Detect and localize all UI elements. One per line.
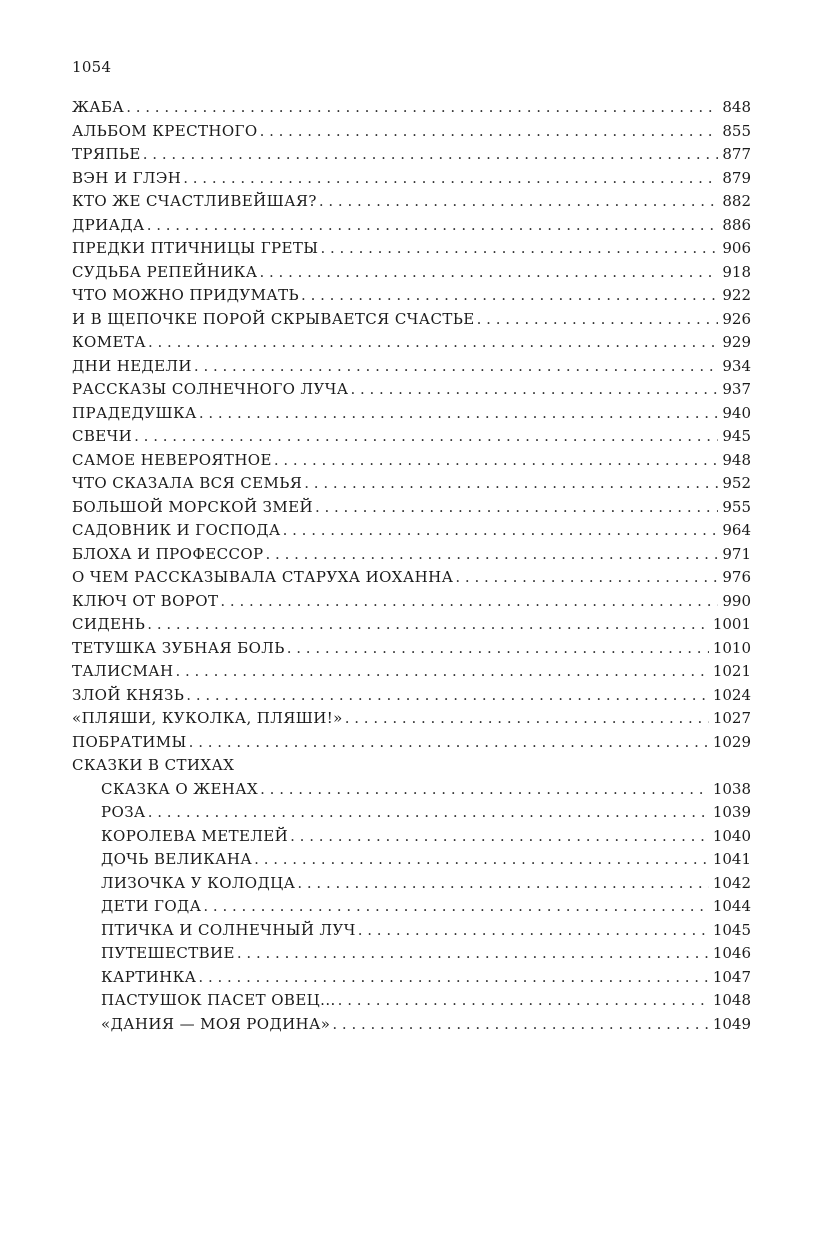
dot-leader <box>199 404 719 422</box>
toc-entry-title: СУДЬБА РЕПЕЙНИКА <box>72 262 258 281</box>
dot-leader <box>283 521 719 539</box>
toc-entry-page: 934 <box>722 356 751 375</box>
toc-entry-title: ПТИЧКА И СОЛНЕЧНЫЙ ЛУЧ <box>101 920 356 939</box>
toc-entry <box>72 803 751 827</box>
toc-entry-title: ВЭН И ГЛЭН <box>72 168 182 187</box>
dot-leader <box>297 874 708 892</box>
toc-entry-title: СИДЕНЬ <box>72 615 146 633</box>
dot-leader <box>358 921 709 939</box>
toc-entry-title: САДОВНИК И ГОСПОДА <box>72 521 281 539</box>
toc-entry <box>72 380 751 404</box>
toc-entry-title: АЛЬБОМ КРЕСТНОГО <box>72 121 258 140</box>
toc-entry-page: 1049 <box>712 1014 751 1033</box>
toc-entry <box>72 615 751 639</box>
toc-entry-page: 955 <box>722 497 751 516</box>
toc-entry-page: 1048 <box>712 991 751 1009</box>
dot-leader <box>332 1015 708 1033</box>
toc-entry-page: 1047 <box>712 967 751 986</box>
toc-entry <box>72 592 751 616</box>
toc-entry-title: СКАЗКА О ЖЕНАХ <box>101 779 259 798</box>
toc-section-heading <box>72 756 751 780</box>
toc-entry <box>72 333 751 357</box>
toc-entry <box>72 451 751 475</box>
toc-entry-page: 1046 <box>712 944 751 962</box>
page-number: 1054 <box>72 58 112 76</box>
toc-entry-page: 922 <box>722 286 751 304</box>
toc-entry-page: 971 <box>722 544 751 563</box>
toc-entry-title: ТАЛИСМАН <box>72 662 174 680</box>
dot-leader <box>315 498 718 516</box>
toc-entry-page: 964 <box>722 521 751 539</box>
toc-entry-title: САМОЕ НЕВЕРОЯТНОЕ <box>72 450 272 469</box>
toc-entry <box>72 991 751 1015</box>
toc-entry <box>72 98 751 122</box>
toc-entry <box>72 122 751 146</box>
toc-entry-title: ЛИЗОЧКА У КОЛОДЦА <box>101 873 296 892</box>
dot-leader <box>301 286 718 304</box>
toc-entry-title: СВЕЧИ <box>72 427 133 445</box>
toc-entry-title: КОРОЛЕВА МЕТЕЛЕЙ <box>101 826 289 845</box>
toc-entry <box>72 545 751 569</box>
dot-leader <box>189 733 709 751</box>
dot-leader <box>345 709 709 727</box>
toc-entry-page: 940 <box>722 403 751 422</box>
toc-entry-title: РОЗА <box>101 803 146 821</box>
toc-entry <box>72 474 751 498</box>
toc-entry-title: БОЛЬШОЙ МОРСКОЙ ЗМЕЙ <box>72 497 313 516</box>
toc-entry-page: 1039 <box>712 803 751 821</box>
toc-entry-page: 877 <box>722 145 751 163</box>
toc-entry <box>72 568 751 592</box>
toc-entry-page: 855 <box>722 121 751 140</box>
toc-entry-page: 1010 <box>712 638 751 657</box>
dot-leader <box>147 615 709 633</box>
toc-entry-title: «ПЛЯШИ, КУКОЛКА, ПЛЯШИ!» <box>72 709 343 727</box>
toc-entry-page: 1044 <box>712 897 751 915</box>
toc-entry <box>72 404 751 428</box>
toc-entry <box>72 145 751 169</box>
toc-entry <box>72 921 751 945</box>
toc-entry <box>72 686 751 710</box>
toc-entry <box>72 1015 751 1039</box>
toc-entry-title: КОМЕТА <box>72 333 146 351</box>
toc-entry <box>72 357 751 381</box>
dot-leader <box>175 662 708 680</box>
toc-entry-page: 1021 <box>712 662 751 680</box>
dot-leader <box>266 545 719 563</box>
toc-entry <box>72 827 751 851</box>
toc-entry <box>72 897 751 921</box>
toc-entry-page: 952 <box>722 474 751 492</box>
toc-entry-title: ПУТЕШЕСТВИЕ <box>101 944 235 962</box>
dot-leader <box>455 568 718 586</box>
dot-leader <box>203 897 708 915</box>
toc-entry <box>72 310 751 334</box>
toc-entry <box>72 192 751 216</box>
toc-entry-page: 948 <box>722 450 751 469</box>
table-of-contents <box>72 98 751 1038</box>
toc-entry <box>72 498 751 522</box>
toc-entry-title: ПОБРАТИМЫ <box>72 732 187 751</box>
dot-leader <box>274 451 719 469</box>
dot-leader <box>304 474 718 492</box>
toc-entry-title: ПРАДЕДУШКА <box>72 403 197 422</box>
toc-entry-title: ДНИ НЕДЕЛИ <box>72 356 192 375</box>
toc-entry <box>72 169 751 193</box>
toc-entry-page: 990 <box>722 591 751 610</box>
toc-entry <box>72 239 751 263</box>
toc-entry-page: 882 <box>722 192 751 210</box>
toc-entry <box>72 709 751 733</box>
toc-entry <box>72 874 751 898</box>
toc-entry-page: 1029 <box>712 732 751 751</box>
toc-entry-page: 918 <box>722 262 751 281</box>
dot-leader <box>338 991 709 1009</box>
toc-entry-title: О ЧЕМ РАССКАЗЫВАЛА СТАРУХА ИОХАННА <box>72 568 454 586</box>
toc-entry-title: ЗЛОЙ КНЯЗЬ <box>72 685 185 704</box>
dot-leader <box>350 380 718 398</box>
toc-entry <box>72 521 751 545</box>
toc-entry-page: 1027 <box>712 709 751 727</box>
dot-leader <box>260 780 709 798</box>
toc-entry-title: БЛОХА И ПРОФЕССОР <box>72 544 264 563</box>
toc-entry <box>72 733 751 757</box>
dot-leader <box>148 803 709 821</box>
toc-entry-page: 976 <box>722 568 751 586</box>
toc-entry <box>72 286 751 310</box>
toc-entry <box>72 850 751 874</box>
toc-entry-page: 929 <box>722 333 751 351</box>
toc-entry-page: 1045 <box>712 920 751 939</box>
toc-entry <box>72 263 751 287</box>
dot-leader <box>260 122 719 140</box>
dot-leader <box>148 333 718 351</box>
dot-leader <box>198 968 708 986</box>
toc-entry-page: 1042 <box>712 873 751 892</box>
dot-leader <box>220 592 718 610</box>
toc-entry-title: КЛЮЧ ОТ ВОРОТ <box>72 591 219 610</box>
toc-entry-title: РАССКАЗЫ СОЛНЕЧНОГО ЛУЧА <box>72 380 349 398</box>
toc-entry-title: ДЕТИ ГОДА <box>101 897 202 915</box>
toc-entry-page: 906 <box>722 239 751 257</box>
toc-entry-page: 879 <box>722 168 751 187</box>
dot-leader <box>194 357 718 375</box>
toc-entry-page: 1041 <box>712 850 751 868</box>
dot-leader <box>290 827 709 845</box>
toc-entry-page: 926 <box>722 309 751 328</box>
toc-entry-title: ЧТО СКАЗАЛА ВСЯ СЕМЬЯ <box>72 474 303 492</box>
dot-leader <box>319 192 719 210</box>
dot-leader <box>237 944 709 962</box>
toc-entry-title: ЖАБА <box>72 98 125 116</box>
toc-entry-page: 1001 <box>712 615 751 633</box>
toc-entry <box>72 780 751 804</box>
dot-leader <box>126 98 718 116</box>
dot-leader <box>183 169 718 187</box>
dot-leader <box>477 310 719 328</box>
dot-leader <box>254 850 709 868</box>
toc-entry-title: ТЕТУШКА ЗУБНАЯ БОЛЬ <box>72 638 285 657</box>
dot-leader <box>259 263 718 281</box>
toc-entry-page: 1038 <box>712 779 751 798</box>
dot-leader <box>143 145 719 163</box>
toc-entry-title: КАРТИНКА <box>101 967 197 986</box>
toc-entry-title: И В ЩЕПОЧКЕ ПОРОЙ СКРЫВАЕТСЯ СЧАСТЬЕ <box>72 309 475 328</box>
toc-entry-title: КТО ЖЕ СЧАСТЛИВЕЙШАЯ? <box>72 192 317 210</box>
toc-entry-title: «ДАНИЯ — МОЯ РОДИНА» <box>101 1014 331 1033</box>
toc-entry-title: ПАСТУШОК ПАСЕТ ОВЕЦ... <box>101 991 336 1009</box>
toc-entry <box>72 216 751 240</box>
toc-entry-title: ДОЧЬ ВЕЛИКАНА <box>101 850 253 868</box>
toc-entry-title: ЧТО МОЖНО ПРИДУМАТЬ <box>72 286 300 304</box>
toc-entry-title: ДРИАДА <box>72 215 145 234</box>
toc-entry <box>72 639 751 663</box>
dot-leader <box>134 427 718 445</box>
toc-entry-title: СКАЗКИ В СТИХАХ <box>72 756 235 774</box>
toc-entry-title: ПРЕДКИ ПТИЧНИЦЫ ГРЕТЫ <box>72 239 319 257</box>
toc-entry <box>72 944 751 968</box>
toc-entry-page: 1040 <box>712 826 751 845</box>
toc-entry-page: 1024 <box>712 685 751 704</box>
toc-entry-title: ТРЯПЬЕ <box>72 145 141 163</box>
toc-entry <box>72 968 751 992</box>
toc-entry-page: 937 <box>722 380 751 398</box>
toc-entry-page: 945 <box>722 427 751 445</box>
dot-leader <box>287 639 709 657</box>
toc-entry-page: 848 <box>722 98 751 116</box>
toc-entry <box>72 427 751 451</box>
dot-leader <box>320 239 718 257</box>
dot-leader <box>147 216 719 234</box>
toc-entry <box>72 662 751 686</box>
dot-leader <box>186 686 709 704</box>
toc-entry-page: 886 <box>722 215 751 234</box>
